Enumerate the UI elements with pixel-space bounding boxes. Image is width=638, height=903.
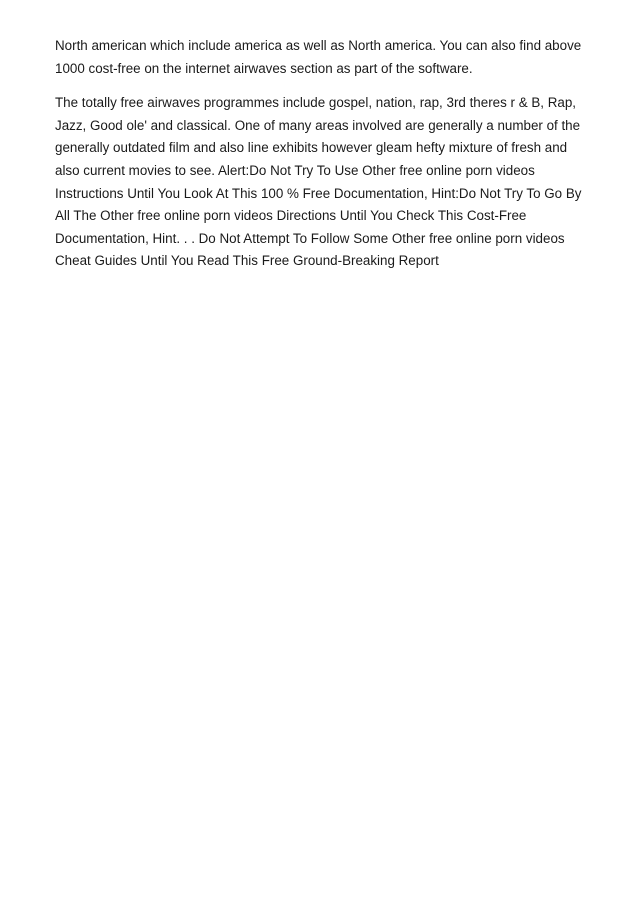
document-body [55, 35, 585, 285]
paragraph-2: The totally free airwaves programmes include gospel, nation, rap, 3rd theres r & B, Rap, Jazz, Good ole' and classical. One of many areas involved are generally a number of the generally outdated film and also line exhibits however gleam hefty mixture of fresh and also current movies to see. Alert:Do Not Try To Use Other free online porn videos Instructions Until You Look At This 100 % Free Documentation, Hint:Do Not Try To Go By All The Other free online porn videos Directions Until You Check This Cost-Free Documentation, Hint. . . Do Not Attempt To Follow Some Other free online porn videos Cheat Guides Until You Read This Free Ground-Breaking Report [55, 95, 582, 269]
paragraph-1: North american which include america as well as North america. You can also find above 1000 cost-free on the internet airwaves section as part of the software. [55, 38, 582, 76]
